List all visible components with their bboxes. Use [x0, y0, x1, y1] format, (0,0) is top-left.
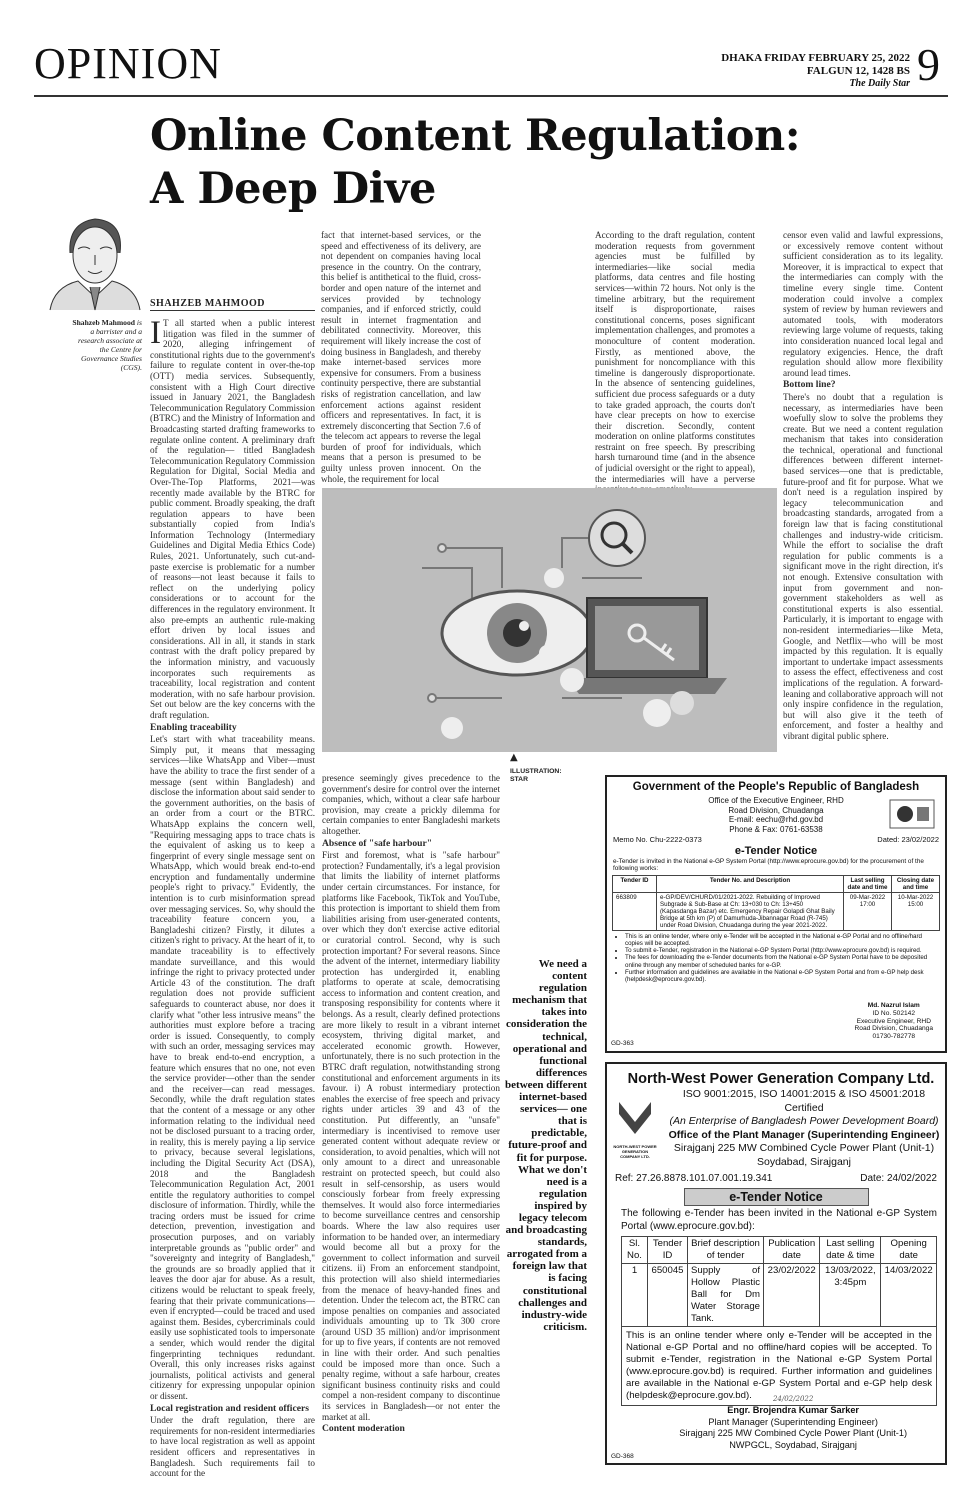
- subhead-safe-harbour: Absence of "safe harbour": [322, 837, 433, 849]
- ad2-ref: Ref: 27.26.8878.101.07.001.19.341: [615, 1173, 773, 1184]
- column-4: [783, 230, 943, 740]
- ad1-th-desc: Tender No. and Description: [657, 875, 844, 892]
- masthead: [0, 0, 980, 100]
- col1-traceability: Let's start with what traceability means. Simply put, it means that messaging services—like WhatsApp and Viber—must have the ability to trace the first sender of a message (sent within Bangladesh) and disclose the information about said sender to the government authorities, on the basis of an order from a court or the BTRC. WhatsApp explains the concern well, "Requiring messaging apps to trace chats is the equivalent of asking us to keep a fingerprint of every single message sent on WhatsApp, which would break end-to-end encryption and fundamentally undermine people's right to privacy." Evidently, the intention is to curb misinformation spread over messaging services. So, why should the traceability feature concern you, a Bangladeshi citizen? Firstly, it dilutes a citizen's right to privacy. At the heart of it, to mandate traceability is to effectively mandate surveillance, and this would infringe the right to privacy protected under Article 43 of the constitution. The draft regulation does not provide sufficient safeguards to counteract abuse, nor does it clarify what "other less intrusive means" the authorities must explore before a tracing order is issued. Consequently, to comply with such an order, messaging services may have to break end-to-end encryption, a feature which ensures that no one, not even the service provider—other than the sender and the receiver—can read messages. Secondly, while the draft regulation states that the content of a message or any other information relating to the individual need not be disclosed pursuant to a tracing order, in reality, this is merely paying a lip service to privacy, because several legislations, including the Digital Security Act (DSA), 2018 and the Bangladesh Telecommunication Regulation Act, 2001 entitle the regulatory authorities to compel disclosure of information. Thirdly, while the tracing orders must be issued for crime detection, prevention, investigation and prosecution purposes, and on variably interpretable grounds as "public order" and "sovereignty and integrity of Bangladesh," the grounds are so broadly applied that it leaves the door ajar for abuse. As a result, citizens would be reluctant to speak freely, fearing that their private communications—even if encrypted—could be traced and used against them. Besides, cybercriminals could easily use sophisticated tools to impersonate a sender, which would render the digital fingerprinting techniques redundant. Overall, this only increases risks against journalists, political activists and general citizenry for expressing unpopular opinion or dissent.: [150, 734, 315, 1401]
- ad2-th-open: Opening date: [881, 1237, 937, 1264]
- byline: SHAHZEB MAHMOOD: [150, 298, 266, 309]
- headline-line-1: Online Content Regulation:: [150, 111, 801, 161]
- ad2-office: Office of the Plant Manager (Superintending Engineer): [668, 1128, 940, 1141]
- ad2-sign-plant: Sirajganj 225 MW Combined Cycle Power Plant (Unit-1): [679, 1428, 907, 1438]
- ad1-sign-id: ID No. 502142: [872, 1009, 916, 1017]
- drop-cap: I: [150, 315, 161, 351]
- ad1-sign-div: Road Division, Chuadanga: [854, 1025, 933, 1033]
- section-title: OPINION: [34, 39, 222, 88]
- subhead-traceability: Enabling traceability: [150, 721, 237, 733]
- ad1-code: GD-363: [611, 1040, 634, 1047]
- bengali-date: FALGUN 12, 1428 BS: [806, 65, 910, 77]
- illustration-credit: ILLUSTRATION: STAR: [510, 768, 562, 783]
- ad2-location: Soydabad, Sirajganj: [757, 1155, 851, 1168]
- ad2-td-desc: Supply of Hollow Plastic Ball for Dm Water Storage Tank.: [688, 1264, 764, 1327]
- headline-line-2: A Deep Dive: [150, 164, 436, 214]
- ad2-enterprise: (An Enterprise of Bangladesh Power Development Board): [669, 1115, 939, 1127]
- ad1-intro: e-Tender is invited in the National e-GP System Portal (http://www.eprocure.gov.bd) for the procurement of the following works:: [613, 858, 924, 873]
- column-3-top: According to the draft regulation, content moderation requests from government agencies must be fulfilled by intermediaries—like social media platforms, data centres and file hosting services—within 72 hours. Not only is the timeline arbitrary, but the requirement itself is disproportionate, raises constitutional concerns, poses significant implementation challenges, and promotes a monoculture of content moderation. Firstly, as mentioned above, the punishment for noncompliance with this timeline is dangerously disproportionate. In the absence of sentencing guidelines, sufficient due process safeguards or a duty to take graded approach, the courts don't have clear precepts on how to exercise their discretion. Secondly, content moderation on online platforms constitutes restraint on free speech. By prescribing harsh turnaround time (and in the absence of judicial oversight or the right to appeal), the intermediaries will have a perverse: [595, 230, 755, 484]
- ad2-code: GD-368: [611, 1453, 634, 1460]
- masthead-rule: [34, 95, 948, 97]
- ad2-td-id: 650045: [648, 1264, 688, 1327]
- ad1-sign-name: Md. Nazrul Islam: [867, 1002, 920, 1010]
- ad2-logo: [615, 1096, 655, 1144]
- author-note-bio: is a barrister and a research associate at the Centre for Governance Studies (CGS).: [78, 318, 142, 372]
- ad2-date: Date: 24/02/2022: [860, 1173, 937, 1184]
- author-note-name: Shahzeb Mahmood: [72, 318, 136, 327]
- ad1-division: Road Division, Chuadanga: [728, 805, 824, 815]
- ad1-td-desc: e-GP/DEV/CHURD/01/2021-2022. Rebuilding of Improved Subgrade & Sub-Base at Ch: 13+030 to Ch: 13+450 (Kapasdanga Bazar) etc. Emergency Repair Golapdi Ghat Baily Bridge at 5th km (P) of Damurhuda-Jibannagar Road (R-745) under Road Division, Chuadanga during the year 2021-2022.: [657, 892, 844, 930]
- ad1-td-last: 09-Mar-2022 17:00: [844, 892, 892, 930]
- ad1-heading: e-Tender Notice: [734, 845, 818, 857]
- ad1-th-id: Tender ID: [613, 875, 657, 892]
- ad1-th-last: Last selling date and time: [844, 875, 892, 892]
- column-1: [150, 315, 315, 1479]
- pull-quote: We need a content regulation mechanism that takes into consideration the technical, operational and functional differences between different internet-based services— one that is predictable, future-proof and fit for purpose. What we don't need is a regulation inspired by legacy telecom and broadcasting standards, arrogated from a foreign law that is facing constitutional challenges and industry-wide criticism.: [505, 958, 587, 1333]
- ad-nwpgcl-tender: [605, 1062, 947, 1465]
- ad2-logo-text: NORTH-WEST POWER GENERATION COMPANY LTD.: [613, 1144, 657, 1159]
- illustration-credit-arrow: ▲: [510, 752, 518, 763]
- ad2-iso: ISO 9001:2015, ISO 14001:2015 & ISO 45001:2018 Certified: [682, 1088, 926, 1114]
- ad2-th-last: Last selling date & time: [820, 1237, 881, 1264]
- ad1-note: • This is an online tender, where only e-Tender will be accepted in the National e-GP Portal and no offline/hard copies will be accepted.: [625, 933, 937, 947]
- dateline: DHAKA FRIDAY FEBRUARY 25, 2022: [721, 52, 910, 64]
- ad1-note: • To submit e-Tender, registration in the National e-GP System Portal (http://www.eprocure.gov.bd) is required.: [625, 947, 937, 954]
- subhead-content-moderation: Content moderation: [322, 1423, 405, 1435]
- ad1-sign-title: Executive Engineer, RHD: [856, 1017, 931, 1025]
- ad1-note: • The fees for downloading the e-Tender documents from the National e-GP System Portal have to be deposited online through any member of scheduled banks for e-GP.: [625, 954, 937, 968]
- ad2-plant: Sirajganj 225 MW Combined Cycle Power Plant (Unit-1): [673, 1142, 935, 1154]
- ad1-title: Government of the People's Republic of Bangladesh: [632, 781, 920, 793]
- col2-safe: First and foremost, what is "safe harbour" protection? Fundamentally, it's a legal provision that limits the liability of internet platforms under certain circumstances. For instance, for platforms like Facebook, TikTok and YouTube, this protection is important to shield them from liabilities arising from user-generated contents, over which they don't exercise active editorial or curatorial control. Second, why is such protection important? For several reasons. Since the advent of the internet, intermediary liability protection has undergirded it, enabling platforms to operate at scale, democratising access to information and content creation, and transposing responsibility for contents where it belongs. As a result, clearly defined protections are more likely to result in a vibrant internet ecosystem, thriving digital market, and accelerated economic growth. However, unfortunately, there is no such protection in the BTRC draft regulation, notwithstanding strong constitutional and enforcement arguments in its favour. i) A robust intermediary protection enables the exercise of free speech and privacy rights under articles 39 and 43 of the constitution. Put differently, an "unsafe" intermediary is incentivised to remove user generated content without adequate review or consideration, to avoid penalties, which will not only amount to a direct and unreasonable restraint on protected speech, but could also result in self-censorship, as users would consciously forbear from freely expressing themselves. It would also force intermediaries to become surveillance centres and censorship boards. Where the law also requires user information to be handed over, an intermediary would become all but a proxy for the government to collect information and surveil citizens. ii) From an enforcement standpoint, this protection will also shield intermediaries from the menace of heavy-handed fines and detention. Under the telecom act, the BTRC can impose penalties on companies and associated individuals amounting up to Tk 300 crore (around USD 35 million) and/or imprisonment for up to five years, if contents are not removed in line with their order. And such penalties could be imposed more than once. Such a penalty regime, without a safe harbour, creates significant business continuity risks and could compel a non-resident company to discontinue its services in Bangladesh—or not enter the market at all.: [322, 850, 500, 1422]
- ad2-th-pub: Publication date: [764, 1237, 820, 1264]
- col1-main: T all started when a public interest litigation was filed in the summer of 2020, alleging infringement of constitutional rights due to the government's failure to regulate content in over-the-top (OTT) media services. Subsequently, consistent with a High Court directive issued in January 2021, the Bangladesh Telecommunication Regulatory Commission (BTRC) and the Ministry of Information and Broadcasting started drafting frameworks to regulate online content. A preliminary draft of the regulation— titled Bangladesh Telecommunication Regulatory Commission Regulation for Digital, Social Media and Over-The-Top Platforms, 2021—was recently made available by the BTRC for public comment. Broadly speaking, the draft regulation appears to have been substantially copied from India's Information Technology (Intermediary Guidelines and Digital Media Ethics Code) Rules, 2021. Unfortunately, such cut-and-paste exercise is problematic for a number of reasons—not least because it fails to reflect on the underlying policy considerations or to account for the differences in the regulatory environment. It also pre-empts an authentic rule-making effort driven by local issues and considerations. All in all, it stands in stark contrast with the draft policy prepared by the information ministry, and vacuously incorporates such requirements as traceability, local registration and content moderation, with no safe harbour provision. Set out below are the key concerns with the draft regulation.: [150, 318, 315, 720]
- ad2-heading: e-Tender Notice: [684, 1188, 869, 1206]
- ad2-th-id: Tender ID: [648, 1237, 688, 1264]
- subhead-bottom-line: Bottom line?: [783, 379, 836, 391]
- ad1-note: • Further information and guidelines are available in the National e-GP System Portal and from e-GP help desk (helpdesk@eprocure.gov.bd).: [625, 969, 937, 983]
- ad2-td-last: 13/03/2022, 3:45pm: [820, 1264, 881, 1327]
- ad2-td-pub: 23/02/2022: [764, 1264, 820, 1327]
- ad2-td-open: 14/03/2022: [881, 1264, 937, 1327]
- col1-local: Under the draft regulation, there are requirements for non-resident intermediaries to have local registration as well as appoint resident officers and representatives in Bangladesh. Such requirements fail to account for the: [150, 1415, 315, 1479]
- ad2-th-desc: Brief description of tender: [688, 1237, 764, 1264]
- ad1-phone: Phone & Fax: 0761-63538: [729, 824, 823, 834]
- ad2-sign-title: Plant Manager (Superintending Engineer): [708, 1416, 878, 1427]
- ad2-td-sl: 1: [622, 1264, 648, 1327]
- column-2-top: fact that internet-based services, or the speed and effectiveness of its delivery, are not dependent on companies having local presence in the country. On the contrary, this belief is antithetical to the fluid, cross-border and open nature of the internet and services provided by technology companies, and if enforced strictly, could result in internet fragmentation and debilitated connectivity. Moreover, this requirement will likely increase the cost of doing business in Bangladesh, and thereby make internet-based services more expensive for consumers. From a business continuity perspective, there are substantial risks of registration cancellation, and law enforcement actions against resident officers and representatives. In fact, it is extremely disconcerting that Section 7.6 of the telecom act appears to reverse the legal burden of proof for individuals, which means that a person is presumed to be guilty unless proven innocent. On the whole, the requirement for local: [321, 230, 481, 484]
- ad1-td-closing: 10-Mar-2022 15:00: [892, 892, 940, 930]
- col4-top: censor even valid and lawful expressions, or excessively remove content without sufficient consideration as to its legality. Moreover, it is impractical to expect that the intermediaries can comply with the timeline every single time. Content moderation could involve a complex system of review by human reviewers and automated tools, with moderators reviewing large volume of requests, taking into consideration nuanced local legal and regulatory exigencies. Hence, the draft regulation should allow more flexibility around lead times.: [783, 230, 943, 378]
- ad2-sign-name: Engr. Brojendra Kumar Sarker: [727, 1405, 859, 1415]
- col4-bottom: There's no doubt that a regulation is necessary, as intermediaries have been woefully slow to solve the problems they create. But we need a content regulation mechanism that takes into consideration the technical, operational and functional differences between different internet-based services—one that is predictable, future-proof and fit for purpose. What we don't need is a regulation inspired by legacy telecommunication and broadcasting standards, arrogated from a foreign law that is facing constitutional challenges and industry-wide criticism. While the effort to socialise the draft regulation for public comments is a significant move in the right direction, it's not enough. Extensive consultation with input from government and non-government stakeholders as well as constitutional experts is also essential. Particularly, it is important to engage with non-resident intermediaries—like Meta, Google, and Netflix—who will be most impacted by this regulation. It is equally important to undertake impact assessments to assess the effect, effectiveness and cost implications of the regulation. A forward-leaning and collaborative approach will not only inspire confidence in the regulation, but will also give it the teeth of enforcement, and foster a healthy and vibrant digital public sphere.: [783, 391, 943, 741]
- ad1-date: Dated: 23/02/2022: [877, 835, 939, 844]
- headline: [150, 110, 800, 216]
- byline-rule: [150, 310, 315, 311]
- ad1-memo: Memo No. Chu-2222-0373: [613, 835, 702, 844]
- ad2-title: North-West Power Generation Company Ltd.: [627, 1071, 935, 1087]
- illustration: [322, 488, 777, 752]
- ad2-sign-org: NWPGCL, Soydabad, Sirajganj: [729, 1439, 857, 1450]
- ad2-signature-date: 24/02/2022: [772, 1394, 814, 1403]
- author-portrait: [40, 205, 150, 310]
- ad1-th-closing: Closing date and time: [892, 875, 940, 892]
- ad1-sign-phone: 01730-782778: [872, 1033, 916, 1041]
- author-note: [70, 318, 142, 372]
- ad1-email: E-mail: eechu@rhd.gov.bd: [728, 815, 824, 824]
- col2-bottom-a: presence seemingly gives precedence to the government's desire for control over the internet companies, which, without a clear safe harbour provision, may create a prickly dilemma for certain companies to enter Bangladeshi markets altogether.: [322, 773, 500, 836]
- ad1-emblem: [889, 799, 935, 829]
- page-number: 9: [917, 39, 940, 90]
- column-2-bottom: [322, 773, 500, 1463]
- ad2-note: This is an online tender where only e-Tender will be accepted in the National e-GP Portal and no offline/hard copies will be accepted. To submit e-Tender, registration in the National e-GP System Portal (www.eprocure.gov.bd) is required. Further information and guidelines are available in the National e-GP System Portal and e-GP help desk (helpdesk@eprocure.gov.bd).: [621, 1327, 937, 1406]
- ad1-office: Office of the Executive Engineer, RHD: [708, 796, 844, 805]
- subhead-local-registration: Local registration and resident officers: [150, 1402, 309, 1414]
- ad2-th-sl: Sl. No.: [622, 1237, 648, 1264]
- ad2-intro: The following e-Tender has been invited in the National e-GP System Portal (www.eprocure.gov.bd):: [621, 1208, 937, 1232]
- paper-name: The Daily Star: [849, 78, 910, 89]
- ad1-td-id: 663809: [613, 892, 657, 930]
- ad-rhd-tender: [605, 775, 947, 1053]
